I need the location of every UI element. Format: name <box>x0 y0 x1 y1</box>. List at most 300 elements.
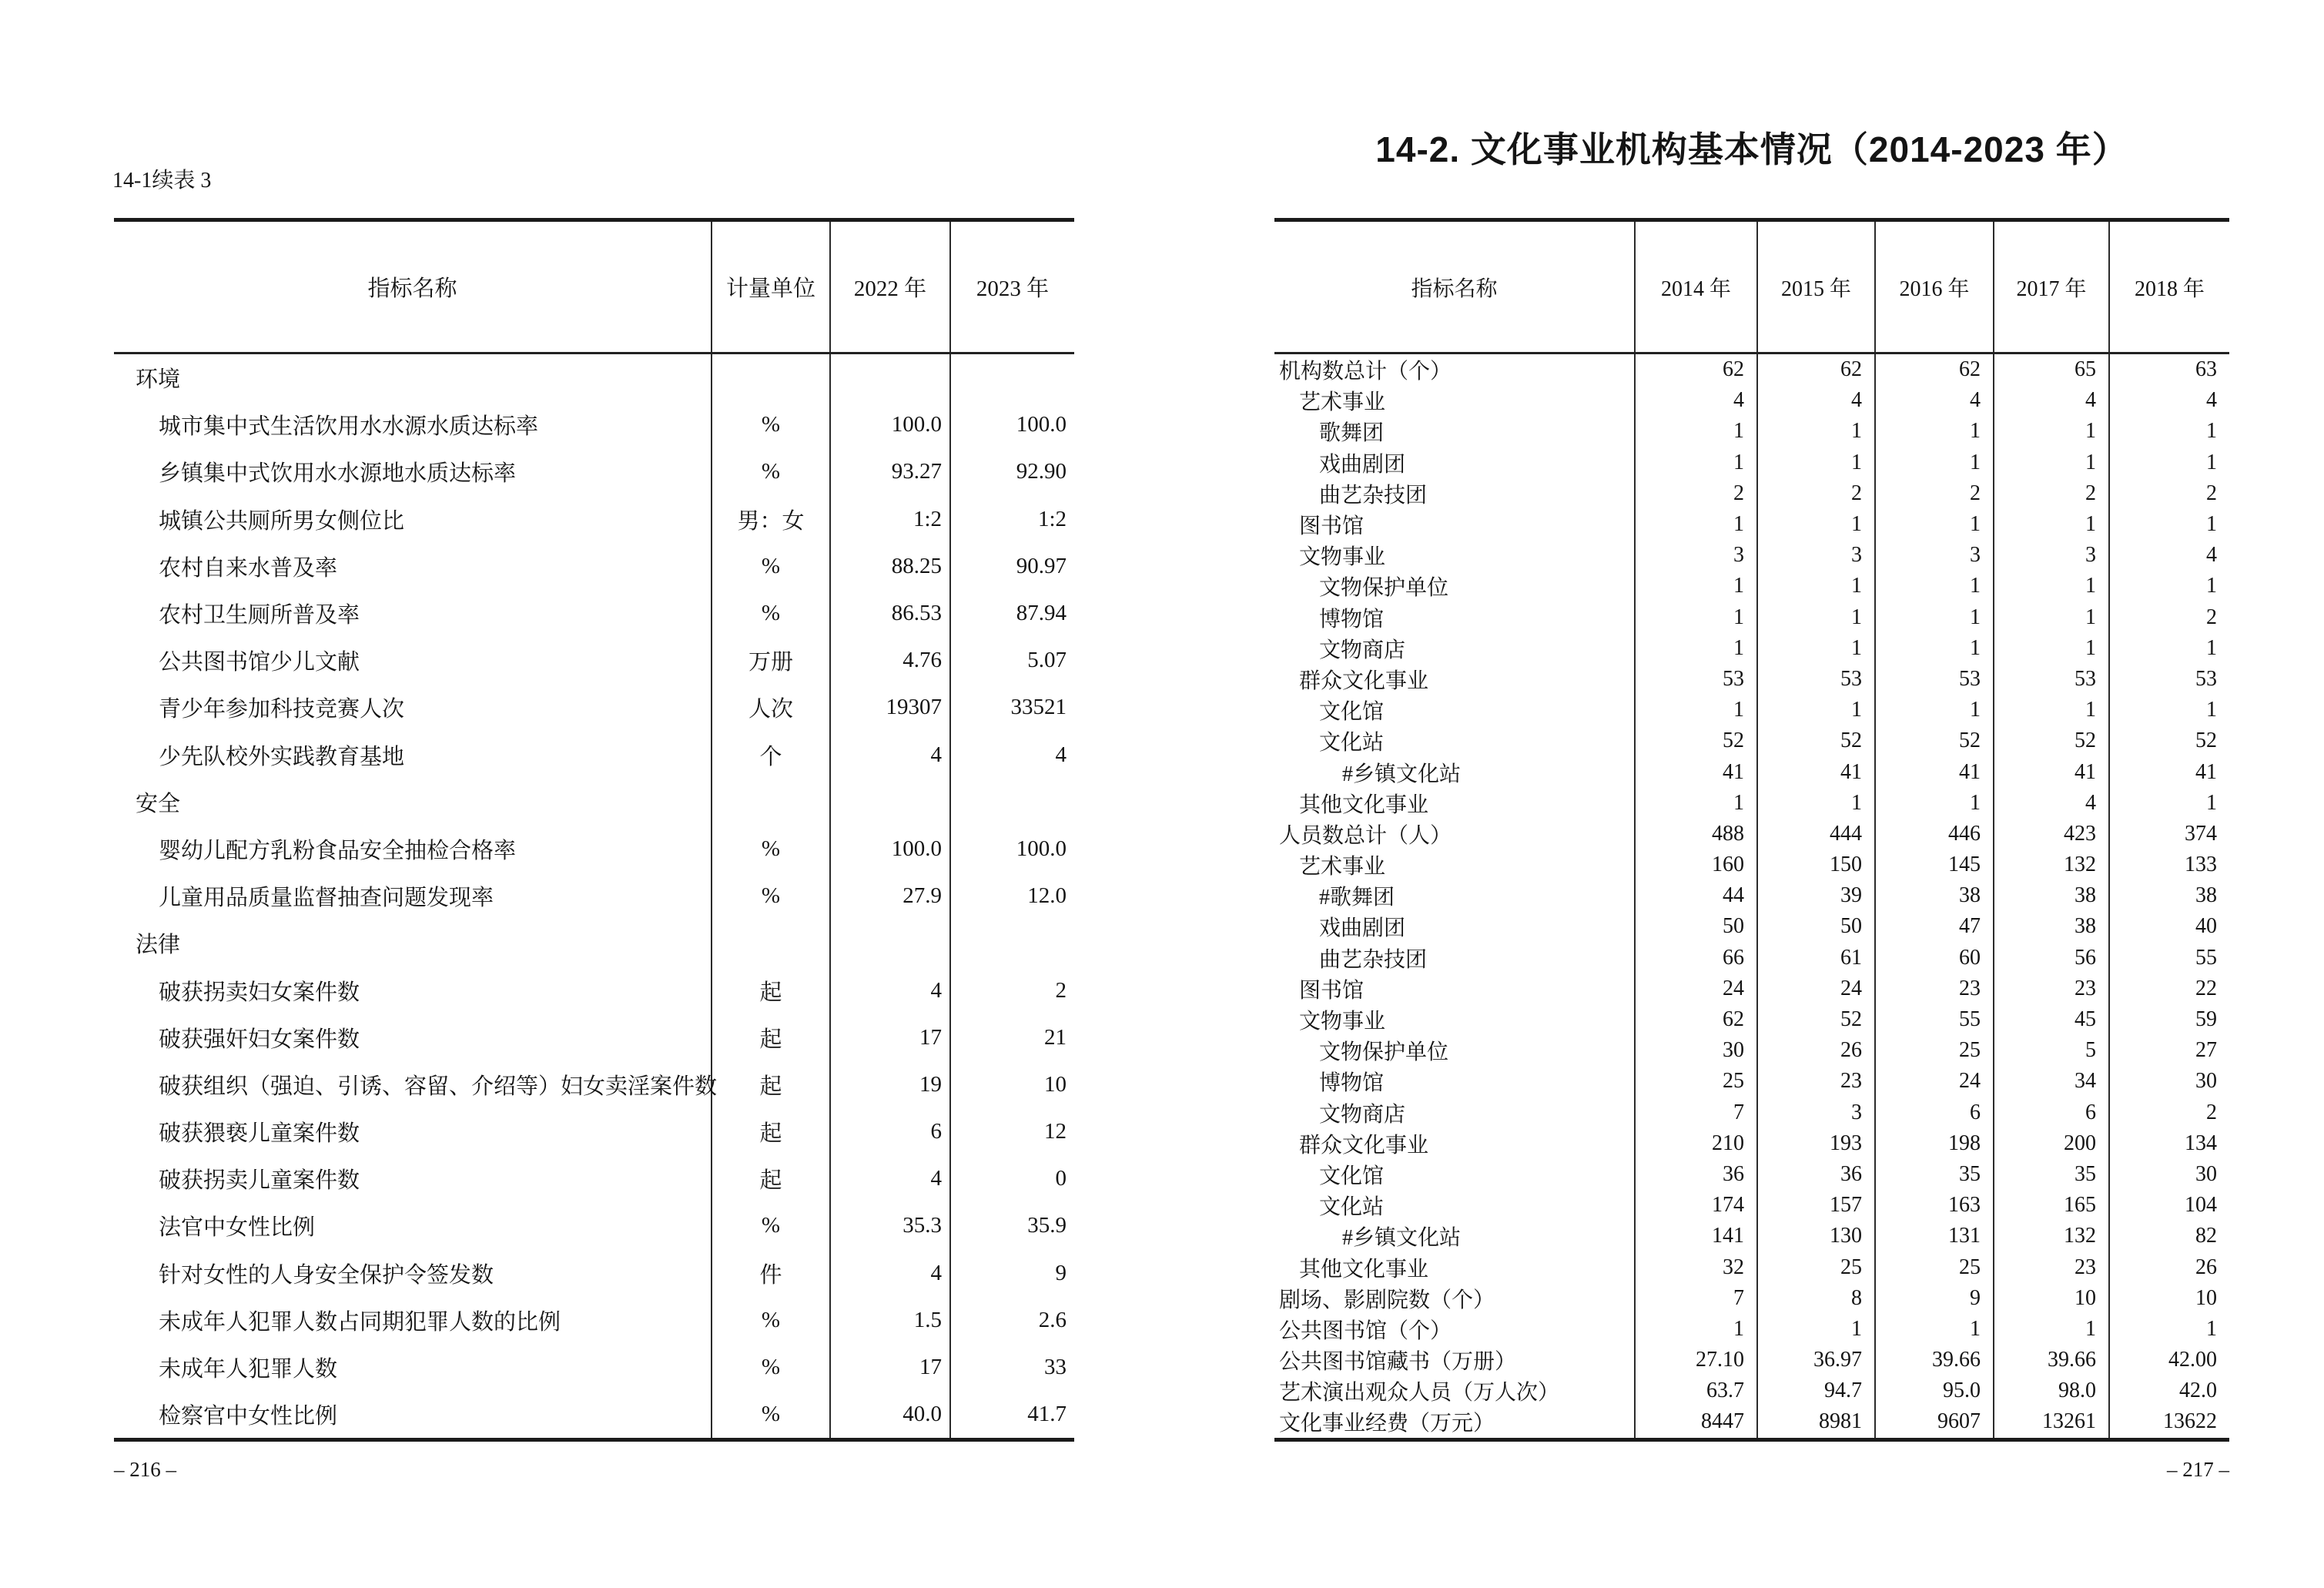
value-cell-2014: 1 <box>1636 571 1758 601</box>
value-cell-2023 <box>951 354 1074 401</box>
value-cell-2017: 38 <box>1994 880 2110 911</box>
value-cell-2018: 374 <box>2185 821 2217 846</box>
unit-cell: 起 <box>712 1014 831 1061</box>
value-cell-2023: 12 <box>1044 1119 1067 1144</box>
value-cell-2022: 100.0 <box>831 826 951 873</box>
unit-cell: % <box>712 543 831 590</box>
value-cell-2017: 23 <box>1994 973 2110 1004</box>
right-table <box>1274 218 2229 1442</box>
row-label-cell: 文化馆 <box>1274 1159 1636 1190</box>
value-cell-2016: 1 <box>1876 695 1994 725</box>
value-cell-2018: 38 <box>2195 883 2217 908</box>
value-cell-2014: 63.7 <box>1636 1375 1758 1406</box>
value-cell-2015: 1 <box>1758 416 1876 447</box>
value-cell-2015: 1 <box>1758 788 1876 819</box>
right-header-2016: 2016 年 <box>1876 222 1994 352</box>
value-cell-2023: 9 <box>1055 1260 1067 1285</box>
table-row <box>1274 1066 2229 1097</box>
table-row <box>114 1155 1074 1202</box>
value-cell-2015: 52 <box>1758 1004 1876 1035</box>
table-row <box>114 826 1074 873</box>
value-cell-2018: 1 <box>2206 635 2217 660</box>
row-label-cell: 戏曲剧团 <box>1274 447 1636 478</box>
value-cell-2015: 26 <box>1758 1035 1876 1066</box>
value-cell-2014: 24 <box>1636 973 1758 1004</box>
value-cell-2017: 1 <box>1994 602 2110 633</box>
table-row <box>1274 695 2229 725</box>
value-cell-2014: 141 <box>1636 1221 1758 1251</box>
value-cell-2017: 35 <box>1994 1159 2110 1190</box>
value-cell-2017: 5 <box>1994 1035 2110 1066</box>
left-header-indicator: 指标名称 <box>114 222 712 352</box>
value-cell-2015: 1 <box>1758 509 1876 540</box>
value-cell-2015: 41 <box>1758 756 1876 787</box>
value-cell-2022: 40.0 <box>831 1391 951 1438</box>
value-cell-2018: 1 <box>2206 790 2217 815</box>
value-cell-2016: 60 <box>1876 943 1994 973</box>
value-cell-2014: 53 <box>1636 664 1758 695</box>
unit-cell <box>712 779 831 826</box>
value-cell-2016: 9 <box>1876 1283 1994 1314</box>
unit-cell: % <box>712 590 831 637</box>
row-label-cell: 青少年参加科技竞赛人次 <box>114 684 712 731</box>
right-header-2018: 2018 年 <box>2134 276 2205 301</box>
value-cell-2016: 163 <box>1876 1190 1994 1221</box>
value-cell-2014: 25 <box>1636 1066 1758 1097</box>
table-row <box>1274 385 2229 416</box>
value-cell-2015: 157 <box>1758 1190 1876 1221</box>
unit-cell: % <box>712 1344 831 1391</box>
row-label-cell: 群众文化事业 <box>1274 1128 1636 1159</box>
value-cell-2018: 1 <box>2206 450 2217 474</box>
value-cell-2018: 2 <box>2206 1100 2217 1124</box>
value-cell-2016: 25 <box>1876 1035 1994 1066</box>
row-label-cell: 文物事业 <box>1274 1004 1636 1035</box>
row-label-cell: 环境 <box>114 354 712 401</box>
value-cell-2016: 55 <box>1876 1004 1994 1035</box>
value-cell-2018: 42.0 <box>2179 1379 2217 1403</box>
table-row <box>114 637 1074 684</box>
value-cell-2023: 5.07 <box>1027 648 1067 673</box>
value-cell-2023: 2 <box>1055 977 1067 1003</box>
row-label-cell: 安全 <box>114 779 712 826</box>
value-cell-2018: 40 <box>2195 914 2217 939</box>
row-label-cell: 歌舞团 <box>1274 416 1636 447</box>
value-cell-2023: 33 <box>1044 1355 1067 1380</box>
value-cell-2022: 17 <box>831 1014 951 1061</box>
row-label-cell: 针对女性的人身安全保护令签发数 <box>114 1250 712 1297</box>
value-cell-2015: 2 <box>1758 478 1876 509</box>
value-cell-2017: 200 <box>1994 1128 2110 1159</box>
left-header-unit: 计量单位 <box>712 222 831 352</box>
value-cell-2017: 165 <box>1994 1190 2110 1221</box>
unit-cell: 个 <box>712 732 831 779</box>
value-cell-2014: 52 <box>1636 725 1758 756</box>
value-cell-2017: 132 <box>1994 1221 2110 1251</box>
unit-cell: 起 <box>712 1061 831 1108</box>
row-label-cell: 破获拐卖妇女案件数 <box>114 967 712 1013</box>
table-row <box>114 1297 1074 1344</box>
value-cell-2015: 1 <box>1758 695 1876 725</box>
value-cell-2016: 2 <box>1876 478 1994 509</box>
row-label-cell: 文物商店 <box>1274 1097 1636 1128</box>
row-label-cell: 文物保护单位 <box>1274 571 1636 601</box>
value-cell-2016: 1 <box>1876 602 1994 633</box>
row-label-cell: 博物馆 <box>1274 1066 1636 1097</box>
value-cell-2023: 92.90 <box>1016 459 1067 484</box>
table-row <box>114 496 1074 543</box>
value-cell-2016: 41 <box>1876 756 1994 787</box>
page-number-right: – 217 – <box>2167 1458 2229 1481</box>
table-row <box>1274 1159 2229 1190</box>
table-row <box>1274 819 2229 849</box>
value-cell-2018: 26 <box>2195 1255 2217 1279</box>
table-row <box>1274 1251 2229 1282</box>
right-header-indicator: 指标名称 <box>1274 222 1636 352</box>
value-cell-2016: 145 <box>1876 849 1994 880</box>
value-cell-2014: 41 <box>1636 756 1758 787</box>
unit-cell: % <box>712 1391 831 1438</box>
row-label-cell: #乡镇文化站 <box>1274 1221 1636 1251</box>
value-cell-2014: 7 <box>1636 1097 1758 1128</box>
value-cell-2017: 38 <box>1994 911 2110 942</box>
row-label-cell: #乡镇文化站 <box>1274 756 1636 787</box>
value-cell-2017: 23 <box>1994 1251 2110 1282</box>
value-cell-2018: 2 <box>2206 481 2217 505</box>
value-cell-2016: 446 <box>1876 819 1994 849</box>
value-cell-2017: 1 <box>1994 633 2110 664</box>
value-cell-2016: 1 <box>1876 509 1994 540</box>
value-cell-2018: 59 <box>2195 1007 2217 1032</box>
value-cell-2018: 27 <box>2195 1038 2217 1063</box>
value-cell-2015: 1 <box>1758 602 1876 633</box>
unit-cell: 起 <box>712 1108 831 1155</box>
value-cell-2018: 4 <box>2206 543 2217 568</box>
value-cell-2016: 35 <box>1876 1159 1994 1190</box>
table-row <box>114 684 1074 731</box>
page-number-left: – 216 – <box>114 1458 176 1481</box>
table-row <box>1274 849 2229 880</box>
value-cell-2017: 1 <box>1994 416 2110 447</box>
row-label-cell: 未成年人犯罪人数 <box>114 1344 712 1391</box>
value-cell-2014: 36 <box>1636 1159 1758 1190</box>
value-cell-2014: 62 <box>1636 354 1758 385</box>
unit-cell: 起 <box>712 967 831 1013</box>
unit-cell: % <box>712 826 831 873</box>
left-table-header <box>114 222 1074 354</box>
value-cell-2022: 4 <box>831 732 951 779</box>
row-label-cell: 曲艺杂技团 <box>1274 943 1636 973</box>
value-cell-2015: 23 <box>1758 1066 1876 1097</box>
unit-cell: 万册 <box>712 637 831 684</box>
table-row <box>1274 571 2229 601</box>
value-cell-2014: 160 <box>1636 849 1758 880</box>
row-label-cell: 未成年人犯罪人数占同期犯罪人数的比例 <box>114 1297 712 1344</box>
unit-cell: % <box>712 401 831 448</box>
value-cell-2015: 8 <box>1758 1283 1876 1314</box>
row-label-cell: #歌舞团 <box>1274 880 1636 911</box>
row-label-cell: 公共图书馆（个） <box>1274 1314 1636 1345</box>
row-label-cell: 剧场、影剧院数（个） <box>1274 1283 1636 1314</box>
value-cell-2015: 3 <box>1758 540 1876 571</box>
table-row <box>1274 756 2229 787</box>
table-row <box>1274 540 2229 571</box>
value-cell-2018: 10 <box>2195 1285 2217 1310</box>
row-label-cell: 群众文化事业 <box>1274 664 1636 695</box>
value-cell-2023 <box>951 920 1074 967</box>
value-cell-2016: 131 <box>1876 1221 1994 1251</box>
value-cell-2017: 132 <box>1994 849 2110 880</box>
right-table-body <box>1274 354 2229 1438</box>
right-page-title: 14-2. 文化事业机构基本情况（2014-2023 年） <box>1375 129 2128 169</box>
value-cell-2016: 3 <box>1876 540 1994 571</box>
row-label-cell: 艺术演出观众人员（万人次） <box>1274 1375 1636 1406</box>
row-label-cell: 检察官中女性比例 <box>114 1391 712 1438</box>
value-cell-2016: 52 <box>1876 725 1994 756</box>
value-cell-2015: 1 <box>1758 633 1876 664</box>
value-cell-2022 <box>831 920 951 967</box>
value-cell-2015: 1 <box>1758 1314 1876 1345</box>
value-cell-2022: 4 <box>831 967 951 1013</box>
row-label-cell: 少先队校外实践教育基地 <box>114 732 712 779</box>
unit-cell <box>712 920 831 967</box>
value-cell-2014: 27.10 <box>1636 1345 1758 1375</box>
value-cell-2023: 0 <box>1055 1166 1067 1191</box>
value-cell-2018: 2 <box>2206 605 2217 629</box>
value-cell-2023: 100.0 <box>1016 412 1067 437</box>
value-cell-2014: 1 <box>1636 416 1758 447</box>
left-table <box>114 218 1074 1442</box>
value-cell-2014: 488 <box>1636 819 1758 849</box>
value-cell-2015: 193 <box>1758 1128 1876 1159</box>
value-cell-2016: 4 <box>1876 385 1994 416</box>
table-row <box>1274 633 2229 664</box>
value-cell-2015: 39 <box>1758 880 1876 911</box>
value-cell-2017: 56 <box>1994 943 2110 973</box>
table-row <box>1274 973 2229 1004</box>
value-cell-2022: 17 <box>831 1344 951 1391</box>
table-row <box>114 1391 1074 1438</box>
row-label-cell: 人员数总计（人） <box>1274 819 1636 849</box>
value-cell-2015: 1 <box>1758 447 1876 478</box>
row-label-cell: 文化站 <box>1274 1190 1636 1221</box>
value-cell-2018: 41 <box>2195 759 2217 784</box>
value-cell-2022: 93.27 <box>831 448 951 495</box>
value-cell-2015: 36.97 <box>1758 1345 1876 1375</box>
table-row <box>114 1250 1074 1297</box>
value-cell-2018: 82 <box>2195 1224 2217 1248</box>
value-cell-2018: 1 <box>2206 512 2217 537</box>
value-cell-2017: 1 <box>1994 695 2110 725</box>
value-cell-2014: 1 <box>1636 788 1758 819</box>
value-cell-2016: 1 <box>1876 571 1994 601</box>
row-label-cell: 城市集中式生活饮用水水源水质达标率 <box>114 401 712 448</box>
value-cell-2017: 4 <box>1994 788 2110 819</box>
table-row <box>1274 880 2229 911</box>
value-cell-2022: 19307 <box>831 684 951 731</box>
value-cell-2023: 21 <box>1044 1024 1067 1050</box>
value-cell-2015: 25 <box>1758 1251 1876 1282</box>
row-label-cell: 其他文化事业 <box>1274 1251 1636 1282</box>
value-cell-2017: 1 <box>1994 509 2110 540</box>
row-label-cell: 农村卫生厕所普及率 <box>114 590 712 637</box>
value-cell-2022: 27.9 <box>831 873 951 920</box>
value-cell-2018: 55 <box>2195 945 2217 970</box>
value-cell-2017: 4 <box>1994 385 2110 416</box>
table-row <box>1274 1097 2229 1128</box>
table-row <box>114 1014 1074 1061</box>
value-cell-2017: 1 <box>1994 447 2110 478</box>
table-row <box>1274 1128 2229 1159</box>
group-row <box>114 779 1074 826</box>
value-cell-2023: 33521 <box>1010 695 1067 720</box>
value-cell-2017: 10 <box>1994 1283 2110 1314</box>
value-cell-2023: 87.94 <box>1016 601 1067 626</box>
value-cell-2022 <box>831 354 951 401</box>
unit-cell: % <box>712 1202 831 1249</box>
value-cell-2018: 104 <box>2185 1193 2217 1218</box>
value-cell-2014: 32 <box>1636 1251 1758 1282</box>
value-cell-2017: 2 <box>1994 478 2110 509</box>
unit-cell: 件 <box>712 1250 831 1297</box>
unit-cell <box>712 354 831 401</box>
value-cell-2016: 1 <box>1876 788 1994 819</box>
value-cell-2022: 4.76 <box>831 637 951 684</box>
value-cell-2022: 1.5 <box>831 1297 951 1344</box>
value-cell-2018: 13622 <box>2163 1409 2217 1434</box>
value-cell-2022: 4 <box>831 1250 951 1297</box>
row-label-cell: 机构数总计（个） <box>1274 354 1636 385</box>
table-row <box>114 448 1074 495</box>
value-cell-2023: 12.0 <box>1027 883 1067 909</box>
unit-cell: % <box>712 873 831 920</box>
value-cell-2017: 65 <box>1994 354 2110 385</box>
value-cell-2014: 1 <box>1636 509 1758 540</box>
value-cell-2017: 1 <box>1994 1314 2110 1345</box>
value-cell-2014: 30 <box>1636 1035 1758 1066</box>
value-cell-2023: 4 <box>1055 742 1067 767</box>
row-label-cell: 城镇公共厕所男女侧位比 <box>114 496 712 543</box>
value-cell-2015: 130 <box>1758 1221 1876 1251</box>
value-cell-2022: 1:2 <box>831 496 951 543</box>
table-row <box>1274 725 2229 756</box>
value-cell-2022: 100.0 <box>831 401 951 448</box>
value-cell-2016: 62 <box>1876 354 1994 385</box>
row-label-cell: 乡镇集中式饮用水水源地水质达标率 <box>114 448 712 495</box>
row-label-cell: 破获猥亵儿童案件数 <box>114 1108 712 1155</box>
table-row <box>1274 1004 2229 1035</box>
row-label-cell: 破获强奸妇女案件数 <box>114 1014 712 1061</box>
table-row <box>1274 1190 2229 1221</box>
value-cell-2016: 24 <box>1876 1066 1994 1097</box>
group-row <box>114 354 1074 401</box>
value-cell-2014: 174 <box>1636 1190 1758 1221</box>
table-row <box>1274 447 2229 478</box>
value-cell-2016: 9607 <box>1876 1406 1994 1437</box>
value-cell-2017: 98.0 <box>1994 1375 2110 1406</box>
table-row <box>1274 354 2229 385</box>
table-row <box>1274 478 2229 509</box>
table-row <box>1274 602 2229 633</box>
table-row <box>1274 788 2229 819</box>
value-cell-2015: 36 <box>1758 1159 1876 1190</box>
value-cell-2016: 198 <box>1876 1128 1994 1159</box>
value-cell-2018: 53 <box>2195 666 2217 691</box>
row-label-cell: 文物保护单位 <box>1274 1035 1636 1066</box>
value-cell-2023: 90.97 <box>1016 553 1067 578</box>
value-cell-2017: 34 <box>1994 1066 2110 1097</box>
value-cell-2015: 53 <box>1758 664 1876 695</box>
value-cell-2014: 1 <box>1636 602 1758 633</box>
value-cell-2022: 6 <box>831 1108 951 1155</box>
row-label-cell: 艺术事业 <box>1274 385 1636 416</box>
row-label-cell: 文化事业经费（万元） <box>1274 1406 1636 1437</box>
value-cell-2018: 1 <box>2206 419 2217 444</box>
value-cell-2014: 210 <box>1636 1128 1758 1159</box>
value-cell-2022: 4 <box>831 1155 951 1202</box>
table-row <box>1274 1314 2229 1345</box>
row-label-cell: 法律 <box>114 920 712 967</box>
table-row <box>114 1108 1074 1155</box>
value-cell-2018: 30 <box>2195 1069 2217 1094</box>
table-row <box>1274 664 2229 695</box>
value-cell-2023 <box>951 779 1074 826</box>
row-label-cell: 曲艺杂技团 <box>1274 478 1636 509</box>
row-label-cell: 破获拐卖儿童案件数 <box>114 1155 712 1202</box>
table-row <box>1274 1283 2229 1314</box>
value-cell-2017: 1 <box>1994 571 2110 601</box>
table-row <box>1274 416 2229 447</box>
value-cell-2023: 1:2 <box>1037 506 1067 531</box>
row-label-cell: 文物事业 <box>1274 540 1636 571</box>
value-cell-2018: 22 <box>2195 976 2217 1000</box>
row-label-cell: 儿童用品质量监督抽查问题发现率 <box>114 873 712 920</box>
row-label-cell: 图书馆 <box>1274 509 1636 540</box>
value-cell-2017: 423 <box>1994 819 2110 849</box>
value-cell-2016: 1 <box>1876 447 1994 478</box>
value-cell-2015: 444 <box>1758 819 1876 849</box>
left-table-body <box>114 354 1074 1438</box>
value-cell-2018: 1 <box>2206 1316 2217 1341</box>
value-cell-2015: 62 <box>1758 354 1876 385</box>
value-cell-2014: 50 <box>1636 911 1758 942</box>
row-label-cell: 图书馆 <box>1274 973 1636 1004</box>
value-cell-2018: 1 <box>2206 698 2217 722</box>
value-cell-2023: 10 <box>1044 1071 1067 1097</box>
row-label-cell: 艺术事业 <box>1274 849 1636 880</box>
value-cell-2016: 23 <box>1876 973 1994 1004</box>
table-row <box>114 1061 1074 1108</box>
table-row <box>1274 943 2229 973</box>
value-cell-2016: 53 <box>1876 664 1994 695</box>
row-label-cell: 戏曲剧团 <box>1274 911 1636 942</box>
value-cell-2023: 41.7 <box>1027 1402 1067 1427</box>
value-cell-2016: 25 <box>1876 1251 1994 1282</box>
value-cell-2022: 19 <box>831 1061 951 1108</box>
value-cell-2015: 61 <box>1758 943 1876 973</box>
row-label-cell: 文物商店 <box>1274 633 1636 664</box>
value-cell-2018: 133 <box>2185 853 2217 877</box>
value-cell-2015: 24 <box>1758 973 1876 1004</box>
value-cell-2018: 4 <box>2206 388 2217 413</box>
right-header-2017: 2017 年 <box>1994 222 2110 352</box>
continuation-label: 14-1续表 3 <box>112 169 212 193</box>
value-cell-2017: 53 <box>1994 664 2110 695</box>
table-row <box>1274 911 2229 942</box>
table-row <box>114 967 1074 1013</box>
table-row <box>114 732 1074 779</box>
value-cell-2017: 39.66 <box>1994 1345 2110 1375</box>
